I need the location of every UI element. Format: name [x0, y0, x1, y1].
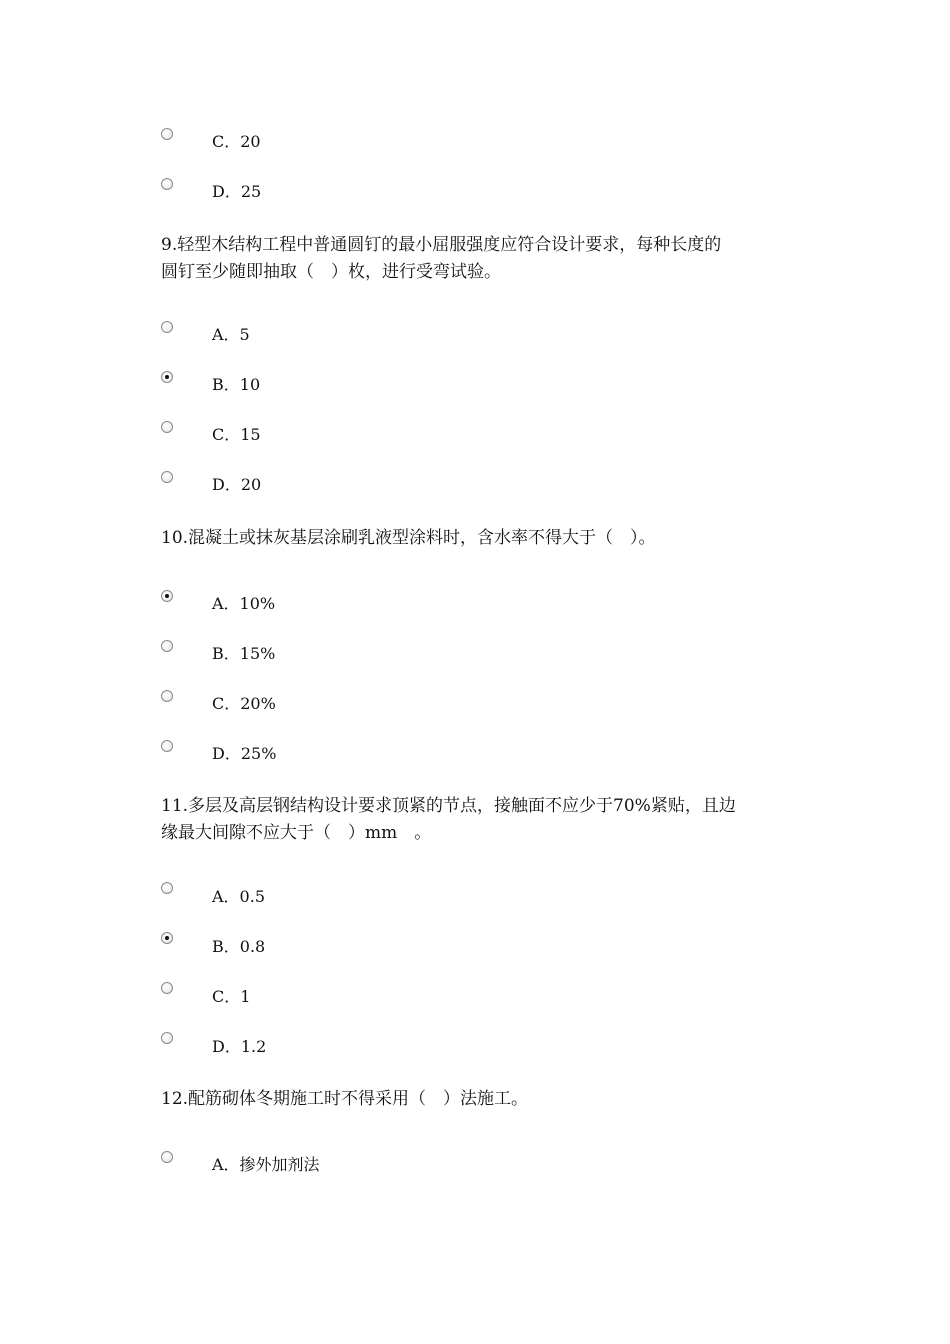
option-radio[interactable]	[161, 178, 173, 190]
option-radio[interactable]	[161, 640, 173, 652]
option-label: A．掺外加剂法	[212, 1155, 320, 1174]
question-text: 11.多层及高层钢结构设计要求顶紧的节点，接触面不应少于70%紧贴，且边	[161, 796, 736, 816]
option-radio[interactable]	[161, 471, 173, 483]
option-radio-selected[interactable]	[161, 932, 173, 944]
option-label: A．0.5	[212, 887, 266, 906]
option-radio[interactable]	[161, 690, 173, 702]
option-radio[interactable]	[161, 321, 173, 333]
option-radio[interactable]	[161, 421, 173, 433]
option-radio[interactable]	[161, 982, 173, 994]
question-text: 12.配筋砌体冬期施工时不得采用（ ）法施工。	[161, 1089, 529, 1109]
option-radio[interactable]	[161, 1151, 173, 1163]
question-text: 圆钉至少随即抽取（ ）枚，进行受弯试验。	[161, 262, 501, 282]
question-text: 10.混凝土或抹灰基层涂刷乳液型涂料时，含水率不得大于（ ）。	[161, 528, 656, 548]
option-label: D．20	[212, 475, 262, 494]
option-label: C．15	[212, 425, 261, 444]
option-radio[interactable]	[161, 740, 173, 752]
option-radio-selected[interactable]	[161, 590, 173, 602]
option-label: B．15%	[212, 644, 276, 663]
option-radio-selected[interactable]	[161, 371, 173, 383]
option-label: B．0.8	[212, 937, 266, 956]
option-label: C．1	[212, 987, 251, 1006]
question-text: 9.轻型木结构工程中普通圆钉的最小屈服强度应符合设计要求，每种长度的	[161, 235, 722, 255]
option-label: D．25	[212, 182, 262, 201]
option-radio[interactable]	[161, 128, 173, 140]
option-radio[interactable]	[161, 1032, 173, 1044]
option-label: D．25%	[212, 744, 277, 763]
option-label: D．1.2	[212, 1037, 267, 1056]
option-label: C．20%	[212, 694, 276, 713]
option-label: C．20	[212, 132, 261, 151]
option-radio[interactable]	[161, 882, 173, 894]
question-text: 缘最大间隙不应大于（ ）mm 。	[161, 823, 432, 843]
option-label: A．5	[212, 325, 250, 344]
option-label: B．10	[212, 375, 261, 394]
option-label: A．10%	[212, 594, 276, 613]
